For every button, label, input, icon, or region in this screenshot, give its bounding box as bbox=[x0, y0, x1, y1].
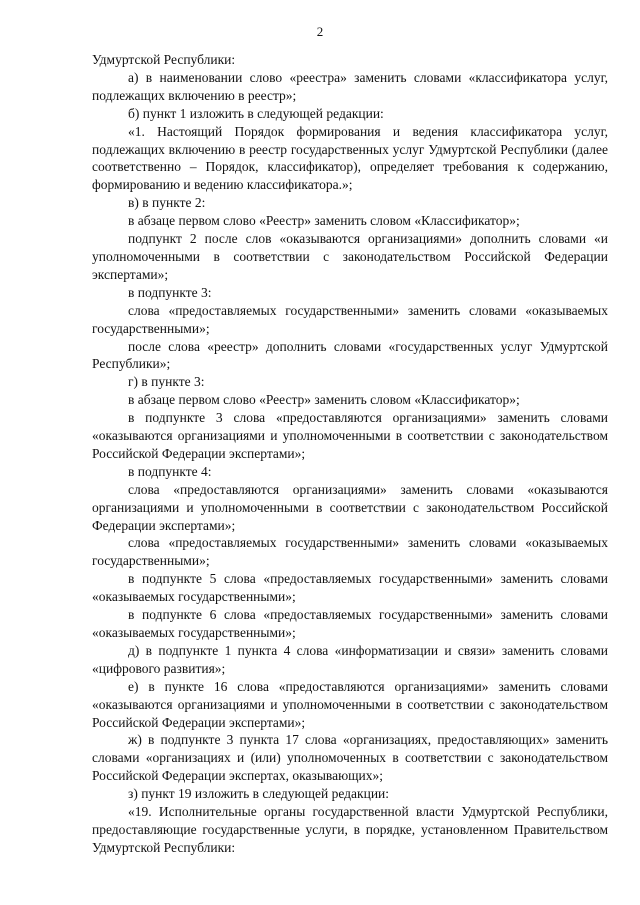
document-paragraph: после слова «реестр» дополнить словами «государственных услуг Удмуртской Республики»; bbox=[92, 338, 608, 372]
document-paragraph: слова «предоставляемых государственными» заменить словами «оказываемых государственными»; bbox=[92, 535, 608, 569]
document-paragraph: в абзаце первом слово «Реестр» заменить словом «Классификатор»; bbox=[128, 392, 520, 408]
document-paragraph: в подпункте 3 слова «предоставляются организациями» заменить словами «оказываются организациями и уполномоченными в соответствии с законодательством Российской Федерации экспертами»; bbox=[92, 410, 608, 461]
document-paragraph: Удмуртской Республики: bbox=[92, 52, 236, 67]
document-paragraph: в) в пункте 2: bbox=[128, 195, 206, 211]
page-number: 2 bbox=[316, 24, 324, 39]
document-paragraph: в подпункте 4: bbox=[128, 463, 212, 479]
document-paragraph: ж) в подпункте 3 пункта 17 слова «организациях, предоставляющих» заменить словами «организациях и (или) уполномоченных в соответствии с законодательством Российской Федерации экспертах, оказывающих»; bbox=[92, 732, 608, 784]
document-paragraph: слова «предоставляются организациями» заменить словами «оказываются организациями и уполномоченными в соответствии с законодательством Российской Федерации экспертами»; bbox=[92, 481, 608, 533]
document-paragraph: а) в наименовании слово «реестра» заменить словами «классификатора услуг, подлежащих включению в реестр»; bbox=[92, 69, 608, 103]
document-paragraph: е) в пункте 16 слова «предоставляются организациями» заменить словами «оказываются организациями и уполномоченными в соответствии с законодательством Российской Федерации экспертами»; bbox=[92, 678, 608, 730]
document-paragraph: подпункт 2 после слов «оказываются организациями» дополнить словами «и уполномоченными в соответствии с законодательством Российской Федерации экспертами»; bbox=[92, 231, 608, 282]
document-paragraph: в подпункте 6 слова «предоставляемых государственными» заменить словами «оказываемых государственными»; bbox=[92, 607, 608, 640]
document-paragraph: з) пункт 19 изложить в следующей редакции: bbox=[128, 786, 390, 802]
document-paragraph: «1. Настоящий Порядок формирования и ведения классификатора услуг, подлежащих включению в реестр государственных услуг Удмуртской Республики (далее соответственно – Порядок, классификатор), определяет требования к содержанию, формированию и ведению классификатора.»; bbox=[92, 123, 608, 193]
document-paragraph: в подпункте 3: bbox=[128, 284, 212, 300]
document-body bbox=[92, 51, 608, 857]
document-paragraph: слова «предоставляемых государственными» заменить словами «оказываемых государственными»; bbox=[92, 302, 608, 336]
document-paragraph: «19. Исполнительные органы государственной власти Удмуртской Республики, предоставляющие государственные услуги, в порядке, установленном Правительством Удмуртской Республики: bbox=[92, 804, 608, 855]
document-paragraph: г) в пункте 3: bbox=[128, 374, 205, 390]
document-paragraph: в подпункте 5 слова «предоставляемых государственными» заменить словами «оказываемых государственными»; bbox=[92, 571, 608, 605]
document-paragraph: д) в подпункте 1 пункта 4 слова «информатизации и связи» заменить словами «цифрового развития»; bbox=[92, 642, 608, 676]
document-paragraph: б) пункт 1 изложить в следующей редакции: bbox=[128, 105, 384, 121]
document-paragraph: в абзаце первом слово «Реестр» заменить словом «Классификатор»; bbox=[128, 213, 520, 229]
